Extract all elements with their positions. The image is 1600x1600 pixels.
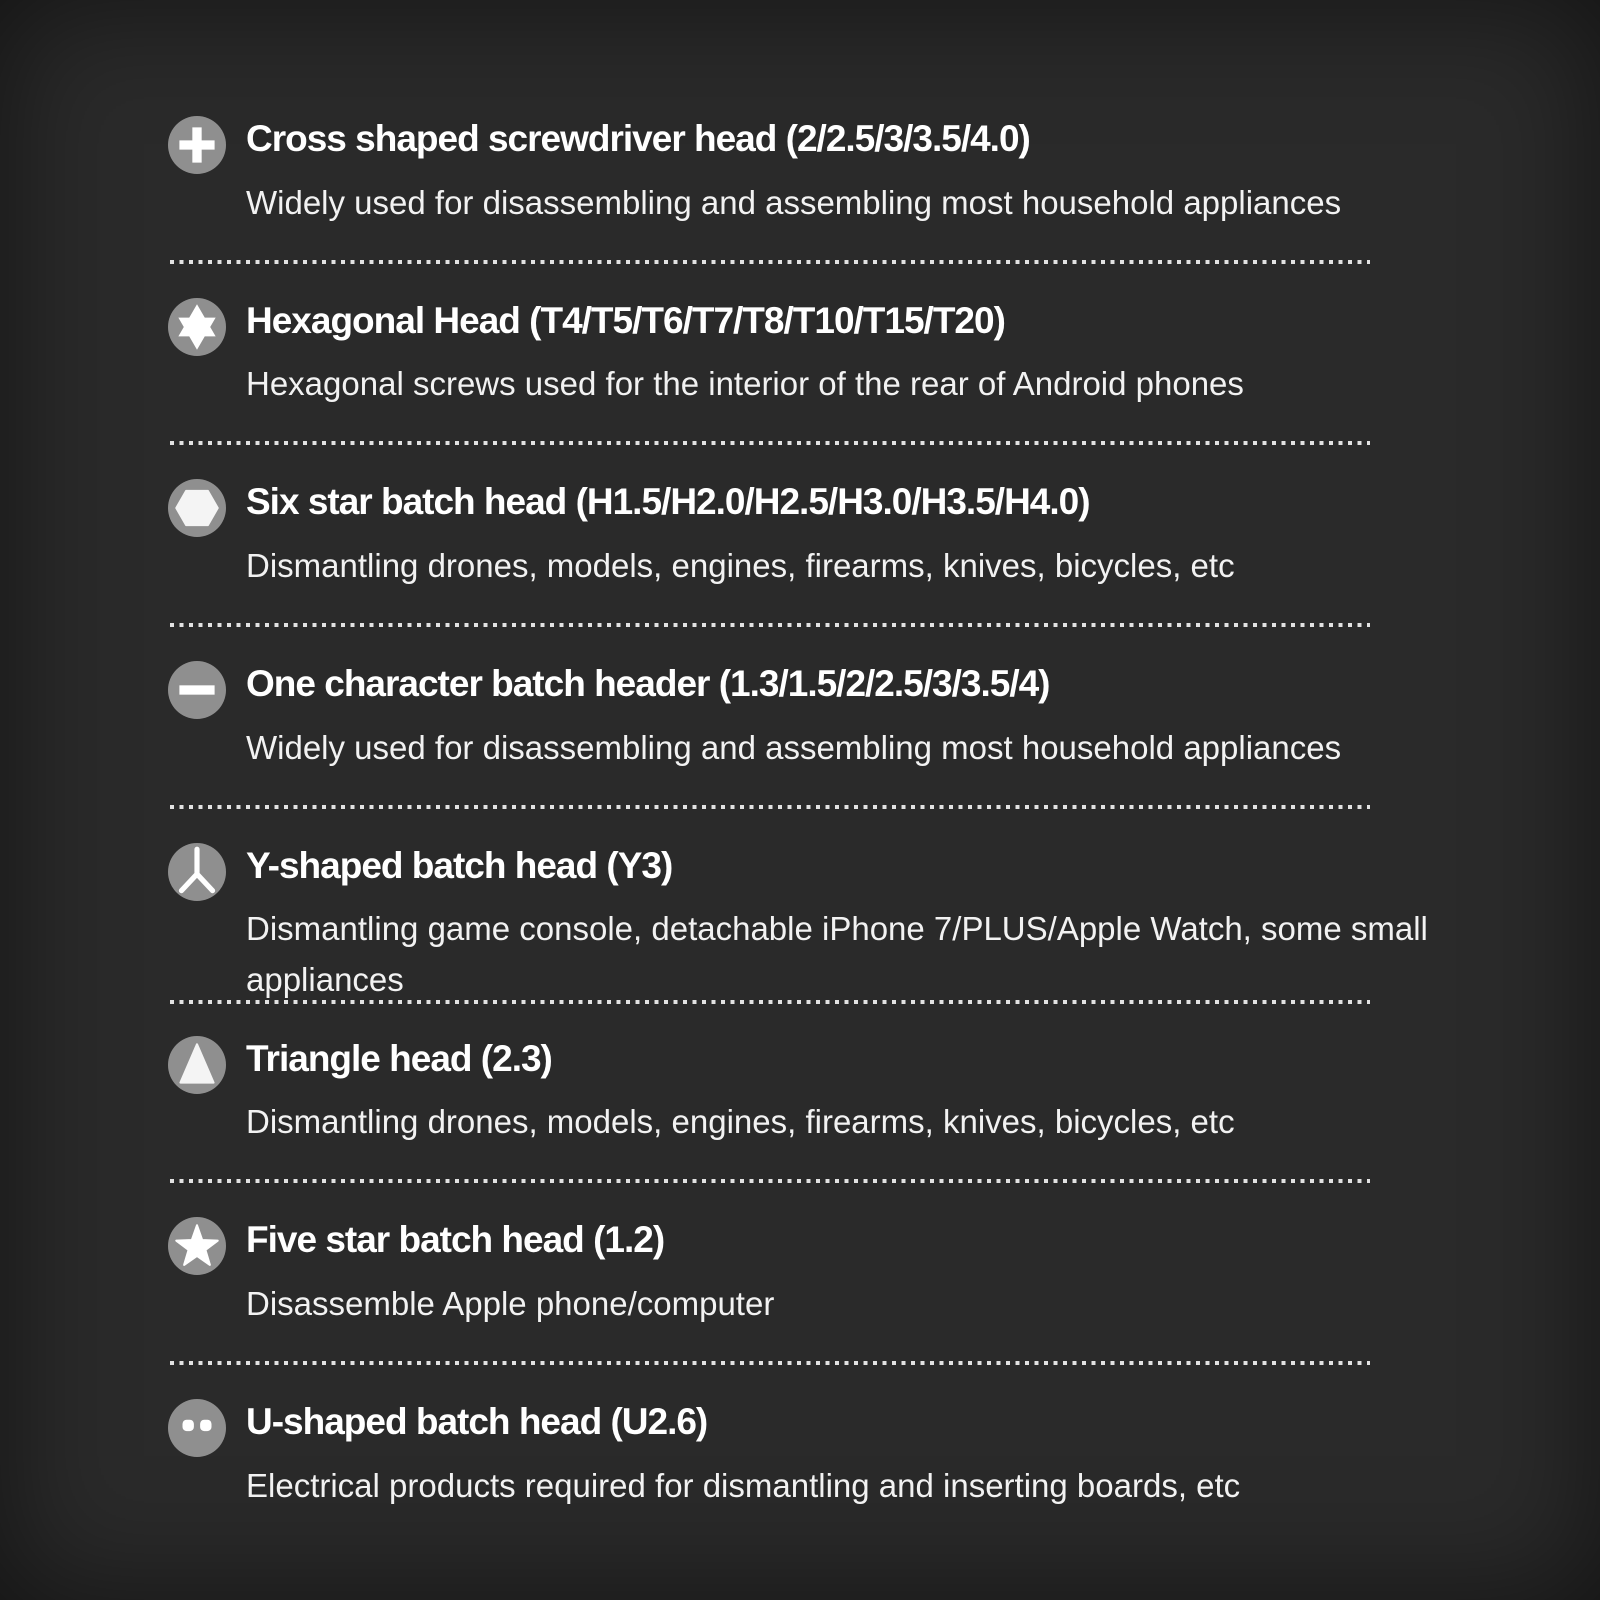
list-item [168, 1038, 1515, 1148]
item-title: Hexagonal Head (T4/T5/T6/T7/T8/T10/T15/T20) [246, 299, 1005, 341]
item-title: Six star batch head (H1.5/H2.0/H2.5/H3.0/H3.5/H4.0) [246, 481, 1090, 523]
list-item [168, 845, 1515, 1006]
dotted-separator [170, 805, 1370, 809]
item-title: Triangle head (2.3) [246, 1037, 552, 1079]
list-item [168, 118, 1515, 228]
triangle-icon [168, 1036, 226, 1094]
hexagon-icon [168, 479, 226, 537]
item-text [246, 300, 1515, 410]
item-description: Dismantling game console, detachable iPhone 7/PLUS/Apple Watch, some small appliances [246, 910, 1428, 999]
item-text [246, 1219, 1515, 1329]
list-item [168, 481, 1515, 591]
item-title: One character batch header (1.3/1.5/2/2.5/3/3.5/4) [246, 663, 1050, 705]
item-description: Dismantling drones, models, engines, firearms, knives, bicycles, etc [246, 1103, 1235, 1141]
item-description: Hexagonal screws used for the interior of the rear of Android phones [246, 365, 1244, 403]
item-text [246, 118, 1515, 228]
six-point-star-icon [168, 298, 226, 356]
dotted-separator [170, 1361, 1370, 1365]
item-text [246, 1038, 1515, 1148]
item-title: U-shaped batch head (U2.6) [246, 1400, 708, 1442]
item-description: Widely used for disassembling and assembling most household appliances [246, 728, 1342, 766]
list-item [168, 300, 1515, 410]
cross-icon [168, 116, 226, 174]
item-text [246, 481, 1515, 591]
y-shape-icon [168, 843, 226, 901]
minus-icon [168, 661, 226, 719]
item-text [246, 845, 1515, 1006]
dotted-separator [170, 1179, 1370, 1183]
item-title: Y-shaped batch head (Y3) [246, 844, 673, 886]
list-item [168, 1401, 1515, 1511]
u-shape-dots-icon [168, 1399, 226, 1457]
item-title: Five star batch head (1.2) [246, 1219, 665, 1261]
item-description: Widely used for disassembling and assembling most household appliances [246, 183, 1342, 221]
item-text [246, 663, 1515, 773]
list-item [168, 1219, 1515, 1329]
dotted-separator [170, 623, 1370, 627]
list-item [168, 663, 1515, 773]
item-title: Cross shaped screwdriver head (2/2.5/3/3.5/4.0) [246, 118, 1030, 159]
item-description: Electrical products required for dismantling and inserting boards, etc [246, 1466, 1241, 1504]
item-description: Dismantling drones, models, engines, firearms, knives, bicycles, etc [246, 546, 1235, 584]
item-text [246, 1401, 1515, 1511]
five-point-star-icon [168, 1217, 226, 1275]
dotted-separator [170, 260, 1370, 264]
dotted-separator [170, 441, 1370, 445]
item-description: Disassemble Apple phone/computer [246, 1284, 775, 1322]
